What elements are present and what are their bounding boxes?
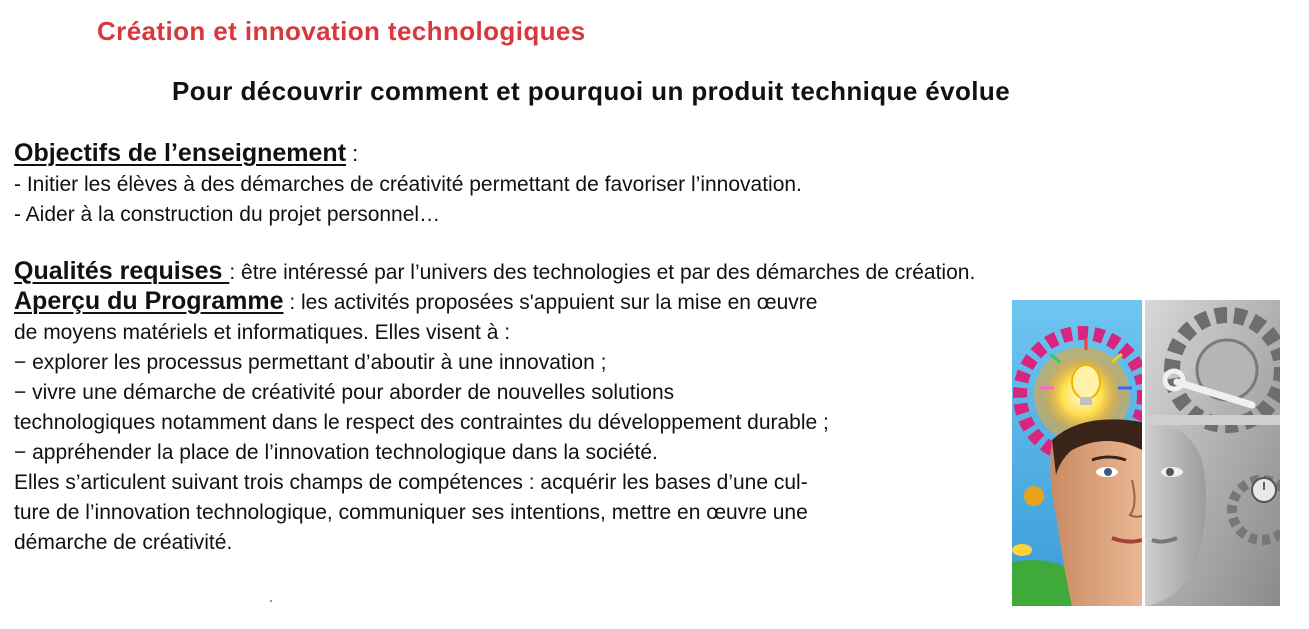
objectives-heading-line	[14, 137, 802, 170]
programme-section	[14, 286, 829, 558]
qualities-line	[14, 256, 975, 288]
document-subtitle: Pour découvrir comment et pourquoi un produit technique évolue	[172, 76, 1011, 106]
programme-line: ture de l’innovation technologique, communiquer ses intentions, mettre en œuvre une	[14, 501, 808, 524]
programme-heading: Aperçu du Programme	[14, 287, 284, 315]
face-gears-image	[1012, 300, 1280, 606]
programme-heading-line	[14, 286, 829, 318]
programme-intro: : les activités proposées s'appuient sur la mise en œuvre	[283, 291, 818, 314]
scan-speck	[270, 600, 272, 602]
objectives-item: - Initier les élèves à des démarches de créativité permettant de favoriser l’innovation.	[14, 173, 802, 196]
programme-line: − vivre une démarche de créativité pour aborder de nouvelles solutions	[14, 381, 675, 404]
objectives-item: - Aider à la construction du projet personnel…	[14, 203, 441, 226]
qualities-heading: Qualités requises	[14, 257, 230, 285]
programme-line: − appréhender la place de l’innovation technologique dans la société.	[14, 441, 658, 464]
qualities-section	[14, 256, 975, 288]
programme-line: − explorer les processus permettant d’aboutir à une innovation ;	[14, 351, 607, 374]
programme-line: de moyens matériels et informatiques. Elles visent à :	[14, 321, 511, 344]
objectives-section	[14, 137, 802, 230]
qualities-text: : être intéressé par l’univers des technologies et par des démarches de création.	[229, 261, 976, 284]
programme-line: démarche de créativité.	[14, 531, 233, 554]
objectives-heading: Objectifs de l’enseignement	[14, 139, 347, 167]
document-title: Création et innovation technologiques	[97, 16, 586, 46]
programme-line: Elles s’articulent suivant trois champs de compétences : acquérir les bases d’une cul-	[14, 471, 808, 494]
programme-line: technologiques notamment dans le respect des contraintes du développement durable ;	[14, 411, 829, 434]
objectives-colon: :	[346, 141, 359, 166]
innovation-illustration	[1012, 300, 1280, 606]
